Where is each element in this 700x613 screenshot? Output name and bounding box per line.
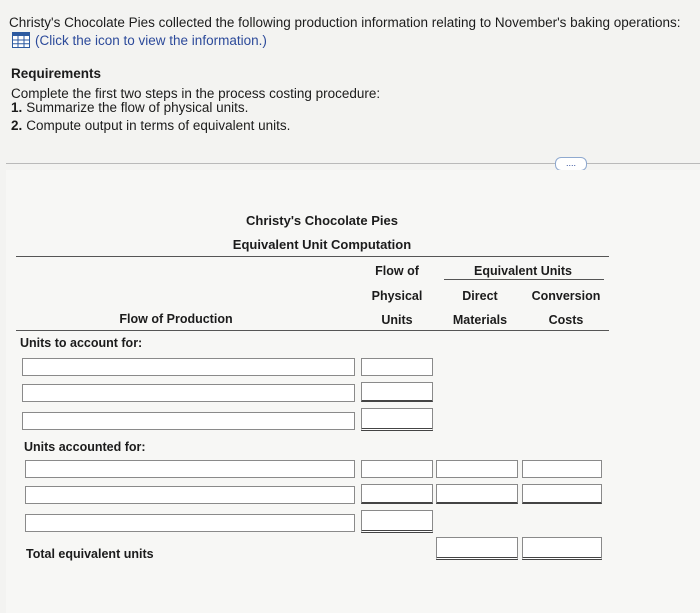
requirement-label: Summarize the flow of physical units. bbox=[26, 100, 249, 115]
account-for-units-input-2[interactable] bbox=[361, 382, 433, 402]
accounted-for-conversion-input-1[interactable] bbox=[522, 460, 602, 478]
account-for-units-input-1[interactable] bbox=[361, 358, 433, 376]
intro-text: Christy's Chocolate Pies collected the following production information relating to November's baking operations: bbox=[9, 15, 681, 30]
requirement-item bbox=[11, 118, 290, 133]
requirements-text: Complete the first two steps in the process costing procedure: bbox=[11, 86, 381, 101]
account-for-description-input-2[interactable] bbox=[22, 384, 355, 402]
account-for-total-units-input[interactable] bbox=[361, 408, 433, 431]
header-rule bbox=[16, 256, 609, 257]
accounted-for-total-description-input[interactable] bbox=[25, 514, 355, 532]
header-direct: Direct bbox=[462, 289, 498, 303]
header-flow-of: Flow of bbox=[375, 264, 419, 278]
total-direct-materials-input[interactable] bbox=[436, 537, 518, 560]
header-equivalent-units: Equivalent Units bbox=[474, 264, 572, 278]
requirement-number: 1. bbox=[11, 100, 23, 115]
total-equivalent-units-label: Total equivalent units bbox=[26, 547, 154, 561]
accounted-for-description-input-1[interactable] bbox=[25, 460, 355, 478]
column-header-rule bbox=[16, 330, 609, 331]
header-costs: Costs bbox=[548, 313, 584, 327]
section-divider bbox=[6, 163, 700, 164]
view-information-link-text[interactable]: (Click the icon to view the information.) bbox=[35, 32, 267, 48]
account-for-description-input-1[interactable] bbox=[22, 358, 355, 376]
company-name: Christy's Chocolate Pies bbox=[246, 213, 398, 228]
account-for-total-description-input[interactable] bbox=[22, 412, 355, 430]
accounted-for-units-input-1[interactable] bbox=[361, 460, 433, 478]
view-information-link[interactable] bbox=[12, 32, 267, 48]
header-materials: Materials bbox=[452, 313, 508, 327]
accounted-for-description-input-2[interactable] bbox=[25, 486, 355, 504]
table-title: Equivalent Unit Computation bbox=[232, 237, 412, 252]
header-flow-of-production: Flow of Production bbox=[119, 312, 233, 326]
requirements-title: Requirements bbox=[11, 66, 102, 81]
units-to-account-for-label: Units to account for: bbox=[20, 336, 143, 350]
header-units: Units bbox=[381, 313, 413, 327]
equivalent-units-rule bbox=[444, 279, 604, 280]
accounted-for-total-units-input[interactable] bbox=[361, 510, 433, 533]
accounted-for-conversion-input-2[interactable] bbox=[522, 484, 602, 504]
accounted-for-direct-materials-input-1[interactable] bbox=[436, 460, 518, 478]
header-conversion: Conversion bbox=[531, 289, 601, 303]
equivalent-unit-table bbox=[6, 170, 700, 613]
requirement-label: Compute output in terms of equivalent units. bbox=[26, 118, 291, 133]
accounted-for-direct-materials-input-2[interactable] bbox=[436, 484, 518, 504]
total-conversion-input[interactable] bbox=[522, 537, 602, 560]
units-accounted-for-label: Units accounted for: bbox=[24, 440, 146, 454]
table-grid-icon[interactable] bbox=[12, 32, 30, 48]
expand-more-button[interactable]: .... bbox=[555, 157, 587, 171]
header-physical: Physical bbox=[371, 289, 423, 303]
requirement-item bbox=[11, 100, 248, 115]
accounted-for-units-input-2[interactable] bbox=[361, 484, 433, 504]
requirement-number: 2. bbox=[11, 118, 23, 133]
